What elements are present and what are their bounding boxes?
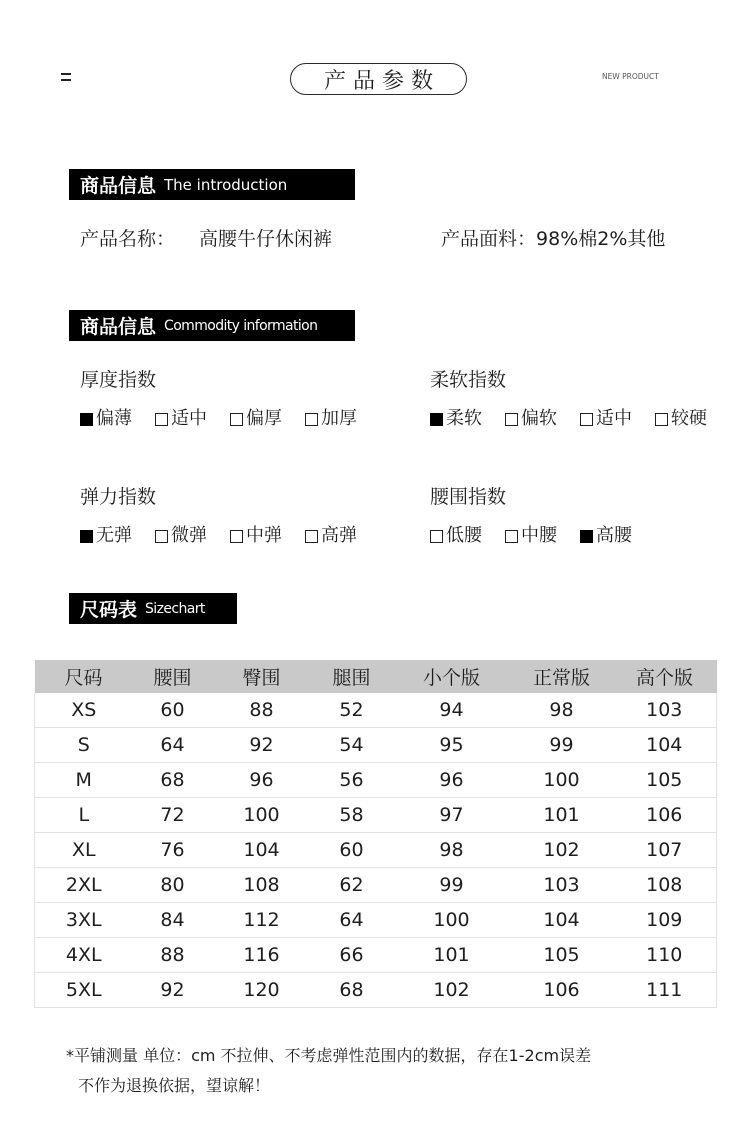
table-cell: 100	[393, 903, 511, 938]
table-cell: 66	[311, 938, 393, 973]
table-cell: 107	[613, 833, 717, 868]
option-item	[580, 409, 632, 429]
table-cell: 109	[613, 903, 717, 938]
checked-box-icon	[580, 530, 593, 543]
table-cell: 104	[613, 728, 717, 763]
unchecked-box-icon	[230, 530, 243, 543]
table-cell: L	[35, 798, 133, 833]
size-chart-heading-bar	[69, 593, 237, 624]
table-cell: 100	[213, 798, 311, 833]
table-cell: 106	[511, 973, 613, 1008]
commodity-heading-en: Commodity information	[164, 317, 318, 334]
option-item	[655, 409, 707, 429]
table-cell: 92	[213, 728, 311, 763]
index-title: 弹力指数	[80, 486, 157, 508]
option-item	[505, 409, 557, 429]
table-cell: 105	[613, 763, 717, 798]
table-cell: 64	[133, 728, 213, 763]
table-cell: 2XL	[35, 868, 133, 903]
column-header: 腰围	[133, 660, 213, 693]
table-row	[35, 763, 717, 798]
table-cell: 106	[613, 798, 717, 833]
table-cell: S	[35, 728, 133, 763]
table-cell: 116	[213, 938, 311, 973]
table-cell: 104	[213, 833, 311, 868]
column-header: 小个版	[393, 660, 511, 693]
option-label: 较硬	[671, 408, 707, 429]
unchecked-box-icon	[430, 530, 443, 543]
unchecked-box-icon	[655, 413, 668, 426]
table-cell: 96	[393, 763, 511, 798]
index-title: 腰围指数	[430, 486, 507, 508]
table-cell: 96	[213, 763, 311, 798]
option-label: 适中	[596, 408, 632, 429]
table-cell: 72	[133, 798, 213, 833]
table-cell: 56	[311, 763, 393, 798]
table-cell: 105	[511, 938, 613, 973]
option-item	[580, 526, 632, 546]
table-cell: 101	[511, 798, 613, 833]
option-item	[155, 409, 207, 429]
table-row	[35, 868, 717, 903]
intro-heading-bar	[69, 169, 355, 200]
option-label: 柔软	[446, 408, 482, 429]
option-label: 高腰	[596, 525, 632, 546]
option-label: 加厚	[321, 408, 357, 429]
table-row	[35, 728, 717, 763]
table-cell: 54	[311, 728, 393, 763]
table-cell: 64	[311, 903, 393, 938]
table-cell: 60	[133, 693, 213, 728]
product-name-label: 产品名称：	[80, 228, 176, 250]
table-cell: 104	[511, 903, 613, 938]
table-cell: 100	[511, 763, 613, 798]
column-header: 尺码	[35, 660, 133, 693]
unchecked-box-icon	[230, 413, 243, 426]
unchecked-box-icon	[155, 530, 168, 543]
table-cell: 108	[613, 868, 717, 903]
column-header: 高个版	[613, 660, 717, 693]
double-line-icon	[61, 73, 71, 81]
option-item	[305, 409, 357, 429]
table-cell: XS	[35, 693, 133, 728]
table-cell: 84	[133, 903, 213, 938]
option-label: 偏薄	[96, 408, 132, 429]
index-options	[430, 526, 655, 546]
commodity-heading-cn: 商品信息	[80, 316, 157, 338]
table-cell: 4XL	[35, 938, 133, 973]
elasticity-index	[80, 486, 380, 546]
table-cell: 94	[393, 693, 511, 728]
intro-heading-en: The introduction	[164, 175, 288, 194]
table-row	[35, 938, 717, 973]
table-cell: M	[35, 763, 133, 798]
index-options	[430, 409, 730, 429]
table-row	[35, 798, 717, 833]
table-cell: 95	[393, 728, 511, 763]
table-cell: 103	[613, 693, 717, 728]
return-note: 不作为退换依据，望谅解！	[78, 1076, 271, 1095]
table-cell: 99	[393, 868, 511, 903]
option-item	[430, 526, 482, 546]
option-item	[155, 526, 207, 546]
option-item	[80, 526, 132, 546]
index-title: 厚度指数	[80, 369, 157, 391]
table-cell: 88	[133, 938, 213, 973]
column-header: 正常版	[511, 660, 613, 693]
intro-heading-cn: 商品信息	[80, 175, 157, 197]
commodity-heading-bar	[69, 310, 355, 341]
index-options	[80, 409, 380, 429]
table-cell: 52	[311, 693, 393, 728]
option-label: 微弹	[171, 525, 207, 546]
product-name-value: 高腰牛仔休闲裤	[199, 228, 333, 250]
size-chart-table	[34, 660, 717, 1008]
index-title: 柔软指数	[430, 369, 507, 391]
table-body	[35, 693, 717, 1008]
table-cell: 76	[133, 833, 213, 868]
table-cell: 88	[213, 693, 311, 728]
table-cell: 92	[133, 973, 213, 1008]
option-label: 无弹	[96, 525, 132, 546]
table-cell: 68	[133, 763, 213, 798]
checked-box-icon	[80, 530, 93, 543]
table-cell: 80	[133, 868, 213, 903]
table-cell: 111	[613, 973, 717, 1008]
checked-box-icon	[80, 413, 93, 426]
checked-box-icon	[430, 413, 443, 426]
table-cell: 102	[511, 833, 613, 868]
table-cell: 99	[511, 728, 613, 763]
option-item	[80, 409, 132, 429]
table-cell: 98	[393, 833, 511, 868]
table-row	[35, 973, 717, 1008]
product-fabric-label: 产品面料：	[441, 228, 537, 250]
table-cell: 62	[311, 868, 393, 903]
table-cell: 101	[393, 938, 511, 973]
table-cell: 5XL	[35, 973, 133, 1008]
table-row	[35, 833, 717, 868]
column-header: 腿围	[311, 660, 393, 693]
option-label: 偏软	[521, 408, 557, 429]
unchecked-box-icon	[505, 413, 518, 426]
thickness-index	[80, 369, 380, 429]
page-title: 产品参数	[290, 63, 467, 95]
table-row	[35, 903, 717, 938]
index-options	[80, 526, 380, 546]
unchecked-box-icon	[505, 530, 518, 543]
option-label: 偏厚	[246, 408, 282, 429]
option-item	[505, 526, 557, 546]
unchecked-box-icon	[305, 530, 318, 543]
new-product-tag: NEW PRODUCT	[602, 72, 659, 81]
table-cell: 97	[393, 798, 511, 833]
table-cell: 110	[613, 938, 717, 973]
size-chart-heading-cn: 尺码表	[80, 599, 138, 621]
product-fabric-value: 98%棉2%其他	[536, 228, 666, 250]
table-cell: 103	[511, 868, 613, 903]
option-item	[230, 526, 282, 546]
table-cell: 108	[213, 868, 311, 903]
waist-index	[430, 486, 655, 546]
measurement-note: *平铺测量 单位：cm 不拉伸、不考虑弹性范围内的数据，存在1-2cm误差	[66, 1046, 592, 1065]
size-chart-heading-en: Sizechart	[145, 600, 205, 617]
option-label: 低腰	[446, 525, 482, 546]
option-item	[230, 409, 282, 429]
table-cell: 60	[311, 833, 393, 868]
unchecked-box-icon	[580, 413, 593, 426]
option-label: 适中	[171, 408, 207, 429]
softness-index	[430, 369, 730, 429]
table-cell: 58	[311, 798, 393, 833]
option-label: 高弹	[321, 525, 357, 546]
option-item	[305, 526, 357, 546]
table-cell: 3XL	[35, 903, 133, 938]
table-cell: 120	[213, 973, 311, 1008]
option-label: 中腰	[521, 525, 557, 546]
table-cell: XL	[35, 833, 133, 868]
option-label: 中弹	[246, 525, 282, 546]
table-cell: 102	[393, 973, 511, 1008]
option-item	[430, 409, 482, 429]
unchecked-box-icon	[155, 413, 168, 426]
table-cell: 112	[213, 903, 311, 938]
table-cell: 68	[311, 973, 393, 1008]
table-cell: 98	[511, 693, 613, 728]
table-row	[35, 693, 717, 728]
unchecked-box-icon	[305, 413, 318, 426]
product-fabric	[441, 228, 665, 250]
table-header-row	[35, 660, 717, 693]
column-header: 臀围	[213, 660, 311, 693]
